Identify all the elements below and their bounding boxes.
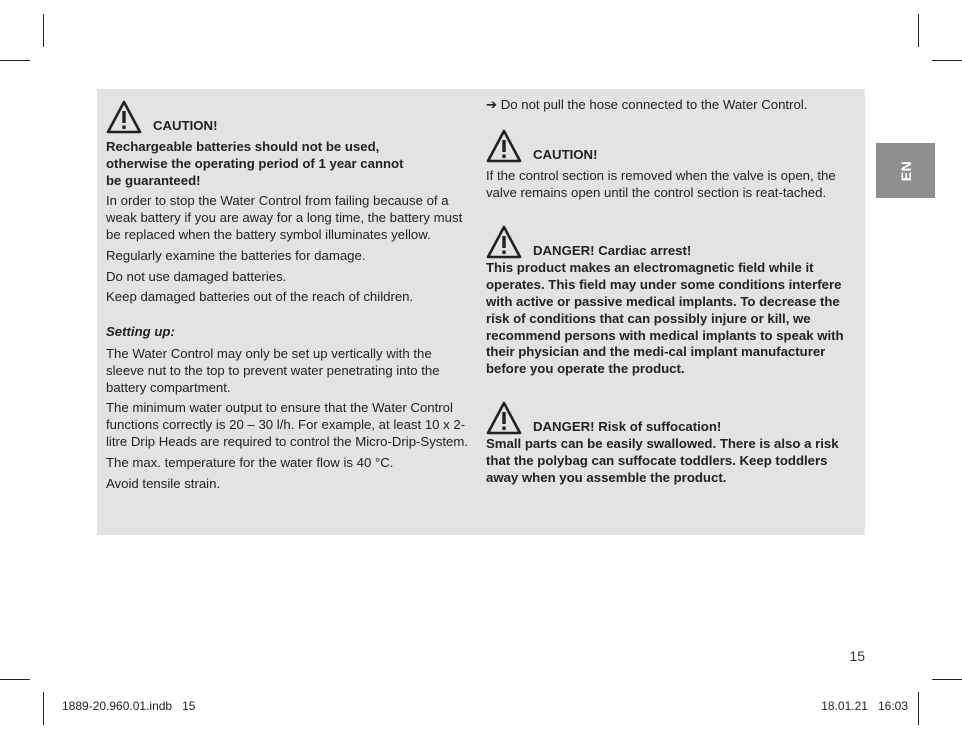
crop-mark [918,14,919,47]
setup-paragraph: The minimum water output to ensure that the Water Control functions correctly is 20 – 30 l/h. For example, at least 10 x 2-litre Drip Heads are required to control the Micro-Drip-System. [106,400,469,449]
battery-line: Keep damaged batteries out of the reach of children. [106,289,414,305]
danger-label: DANGER! Risk of suffocation! [533,418,722,434]
setup-paragraph: The max. temperature for the water flow is 40 °C. [106,454,394,470]
danger-body: This product makes an electromagnetic field while it operates. This field may under some conditions interfere with active or passive medical implants. To decrease the risk of conditions that can possibly injure or kill, we recommend persons with medical implants to speak with their physician and the medi-cal implant manufacturer before you operate the product. [486,260,844,377]
warning-triangle-icon [486,129,522,163]
footer-filename: 1889-20.960.01.indb 15 [62,699,196,713]
caution-body: In order to stop the Water Control from failing because of a weak battery if you are away for a long time, the battery must be replaced when the battery symbol illuminates yellow. [106,193,463,242]
right-column [486,89,858,486]
caution-heading [106,100,472,134]
battery-line: Do not use damaged batteries. [106,268,287,284]
caution-label: CAUTION! [533,146,598,162]
footer-datetime: 18.01.21 16:03 [821,699,908,713]
caution-warning-line: otherwise the operating period of 1 year cannot [106,155,404,171]
danger-body: Small parts can be easily swallowed. There is also a risk that the polybag can suffocate toddlers. Keep toddlers away when you assemble the product. [486,435,839,485]
warning-triangle-icon [486,225,522,259]
danger-heading [486,225,858,259]
caution-warning-text [106,139,472,189]
caution-warning-line: be guaranteed! [106,172,201,188]
setup-paragraph: Avoid tensile strain. [106,475,221,491]
left-column [106,89,472,492]
caution-heading [486,129,858,163]
crop-mark [43,14,44,47]
crop-mark [932,60,962,61]
setup-heading: Setting up: [106,324,175,340]
warning-triangle-icon [106,100,142,134]
danger-heading [486,401,858,435]
language-tab-label: EN [897,160,914,181]
crop-mark [0,60,30,61]
crop-mark [918,692,919,725]
battery-line: Regularly examine the batteries for damage. [106,247,366,263]
content-panel [97,89,865,535]
caution-label: CAUTION! [153,118,218,133]
caution-warning-line: Rechargeable batteries should not be used, [106,139,380,154]
language-tab [876,143,935,198]
crop-mark [0,679,30,680]
arrow-instruction: ➔ Do not pull the hose connected to the Water Control. [486,97,808,112]
caution-body: If the control section is removed when the valve is open, the valve remains open until the control section is reat-tached. [486,167,836,200]
crop-mark [932,679,962,680]
page-number: 15 [849,648,865,664]
danger-label: DANGER! Cardiac arrest! [533,243,692,259]
setup-paragraph: The Water Control may only be set up vertically with the sleeve nut to the top to prevent water penetrating into the battery compartment. [106,345,440,395]
warning-triangle-icon [486,401,522,435]
crop-mark [43,692,44,725]
